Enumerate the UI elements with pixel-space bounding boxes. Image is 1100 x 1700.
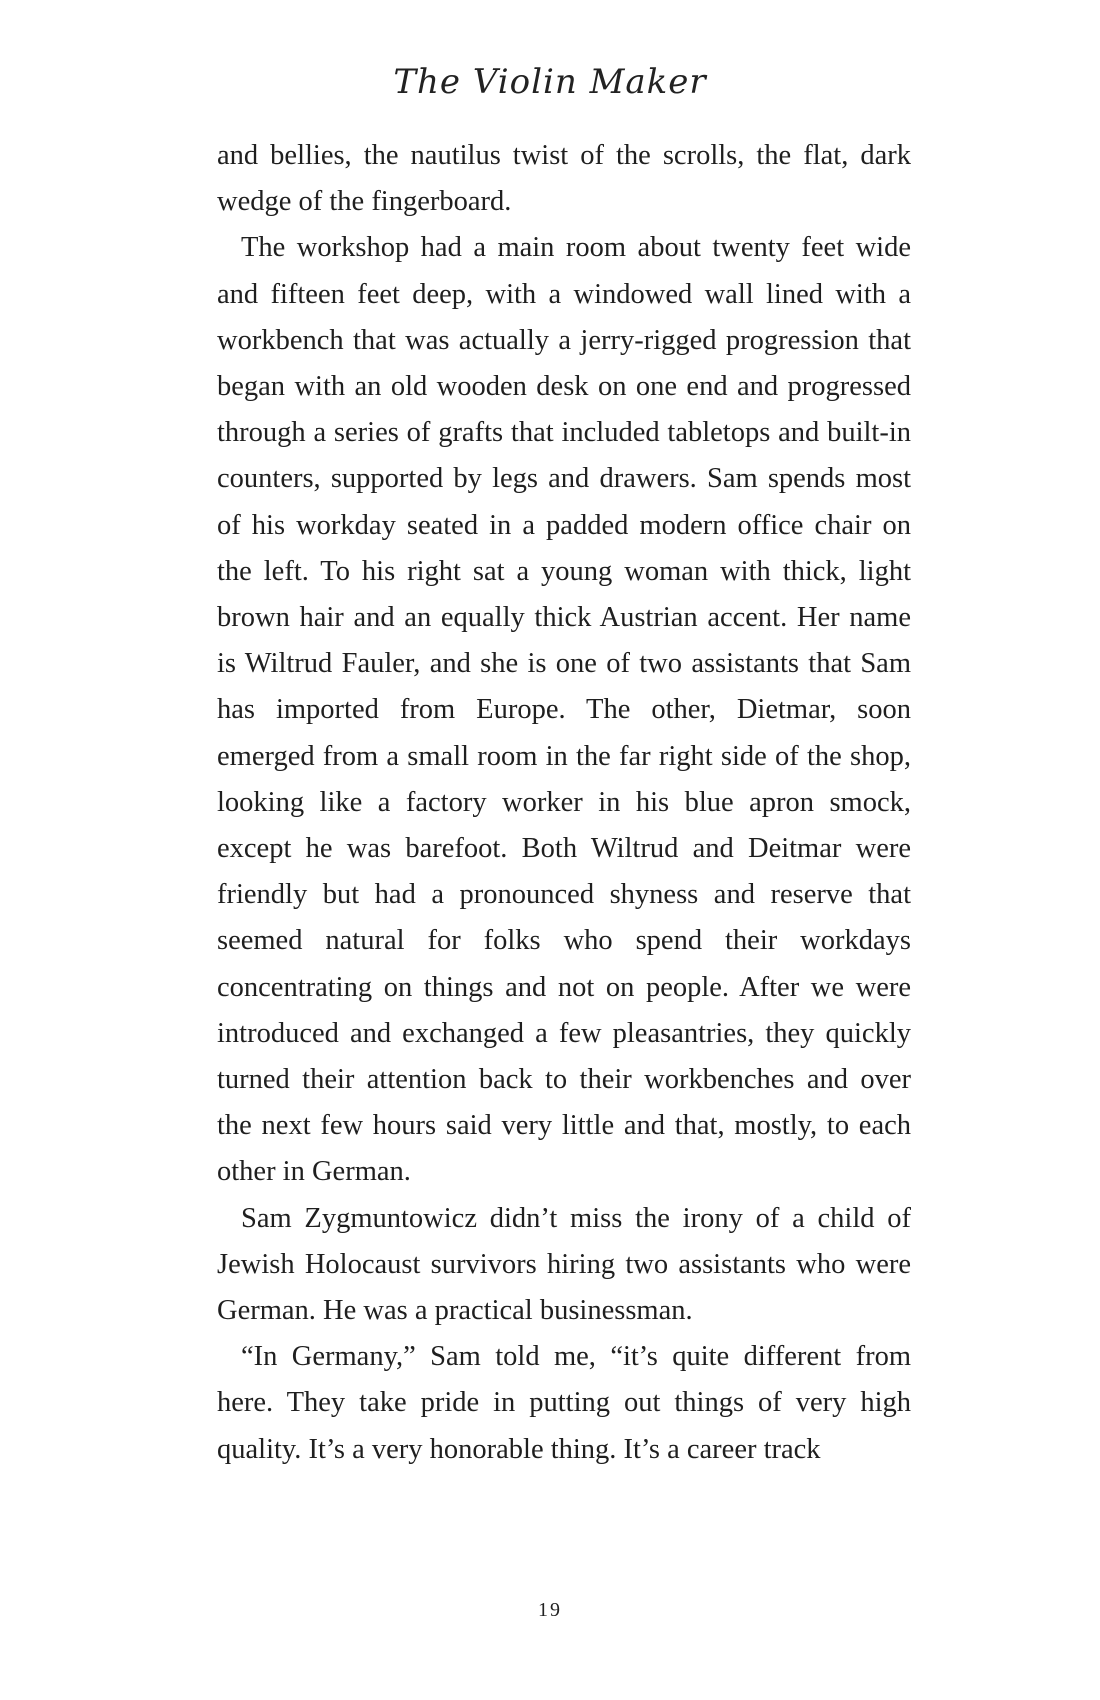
running-head: The Violin Maker [393,62,707,102]
paragraph-workshop: The workshop had a main room about twenty feet wide and fifteen feet deep, with a windowed wall lined with a workbench that was actually a jerry-rigged progression that began with an old wooden desk on one end and progressed through a series of grafts that included tabletops and built-in counters, supported by legs and drawers. Sam spends most of his workday seated in a padded modern office chair on the left. To his right sat a young woman with thick, light brown hair and an equally thick Austrian accent. Her name is Wiltrud Fauler, and she is one of two assistants that Sam has imported from Europe. The other, Dietmar, soon emerged from a small room in the far right side of the shop, looking like a factory worker in his blue apron smock, except he was barefoot. Both Wiltrud and Deitmar were friendly but had a pronounced shyness and reserve that seemed natural for folks who spend their workdays concentrating on things and not on people. After we were introduced and exchanged a few pleasantries, they quickly turned their attention back to their workbenches and over the next few hours said very little and that, mostly, to each other in German. [217,232,911,1188]
paragraph-quote: “In Germany,” Sam told me, “it’s quite different from here. They take pride in putting out things of very high quality. It’s a very honorable thing. It’s a career track [217,1341,911,1465]
body-text [217,133,911,1473]
page-number: 19 [538,1599,562,1621]
paragraph-irony: Sam Zygmuntowicz didn’t miss the irony of a child of Jewish Holocaust survivors hiring two assistants who were German. He was a practical businessman. [217,1202,911,1327]
paragraph-continued: and bellies, the nautilus twist of the scrolls, the flat, dark wedge of the fingerboard. [217,140,911,218]
